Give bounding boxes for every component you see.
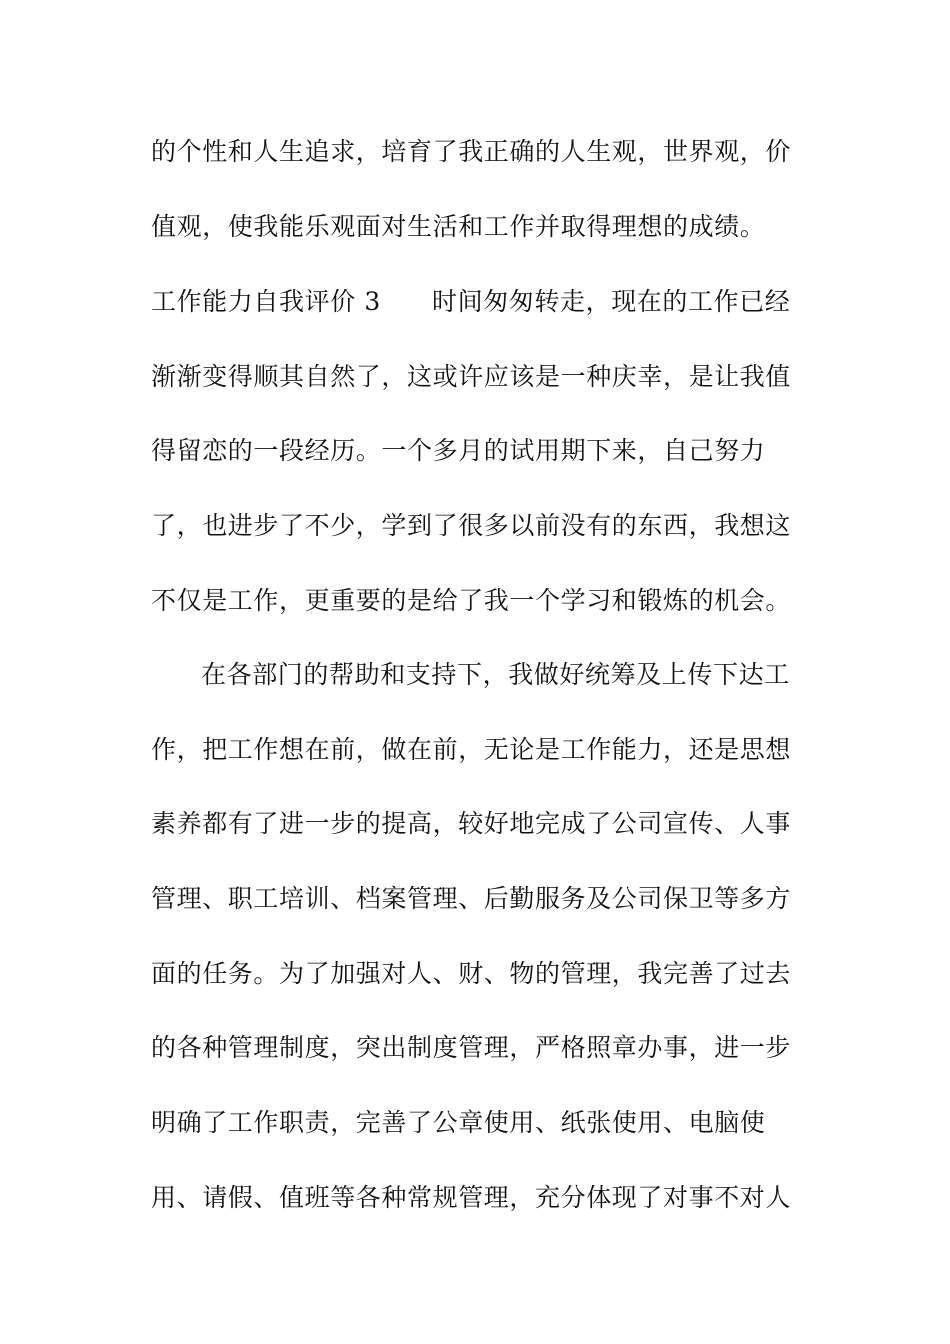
text-line: 素养都有了进一步的提高，较好地完成了公司宣传、人事	[151, 809, 792, 838]
section-heading-line	[151, 282, 801, 322]
text-line: 不仅是工作，更重要的是给了我一个学习和锻炼的机会。	[151, 586, 792, 615]
text-line: 作，把工作想在前，做在前，无论是工作能力，还是思想	[151, 735, 792, 764]
text-line: 渐渐变得顺其自然了，这或许应该是一种庆幸，是让我值	[151, 362, 792, 391]
text-line: 值观，使我能乐观面对生活和工作并取得理想的成绩。	[151, 212, 766, 241]
text-line: 得留恋的一段经历。一个多月的试用期下来，自己努力	[151, 436, 766, 465]
text-line: 的个性和人生追求，培育了我正确的人生观，世界观，价	[151, 137, 792, 166]
text-line: 管理、职工培训、档案管理、后勤服务及公司保卫等多方	[151, 884, 792, 913]
text-line: 时间匆匆转走，现在的工作已经	[432, 287, 791, 316]
section-heading: 工作能力自我评价 3	[151, 287, 381, 316]
text-line: 了，也进步了不少，学到了很多以前没有的东西，我想这	[151, 511, 792, 540]
text-line: 的各种管理制度，突出制度管理，严格照章办事，进一步	[151, 1033, 792, 1062]
text-line: 明确了工作职责，完善了公章使用、纸张使用、电脑使	[151, 1108, 766, 1137]
paragraph-first-line: 在各部门的帮助和支持下，我做好统筹及上传下达工	[201, 660, 790, 689]
text-line: 面的任务。为了加强对人、财、物的管理，我完善了过去	[151, 959, 792, 988]
text-line: 用、请假、值班等各种常规管理，充分体现了对事不对人	[151, 1183, 792, 1212]
